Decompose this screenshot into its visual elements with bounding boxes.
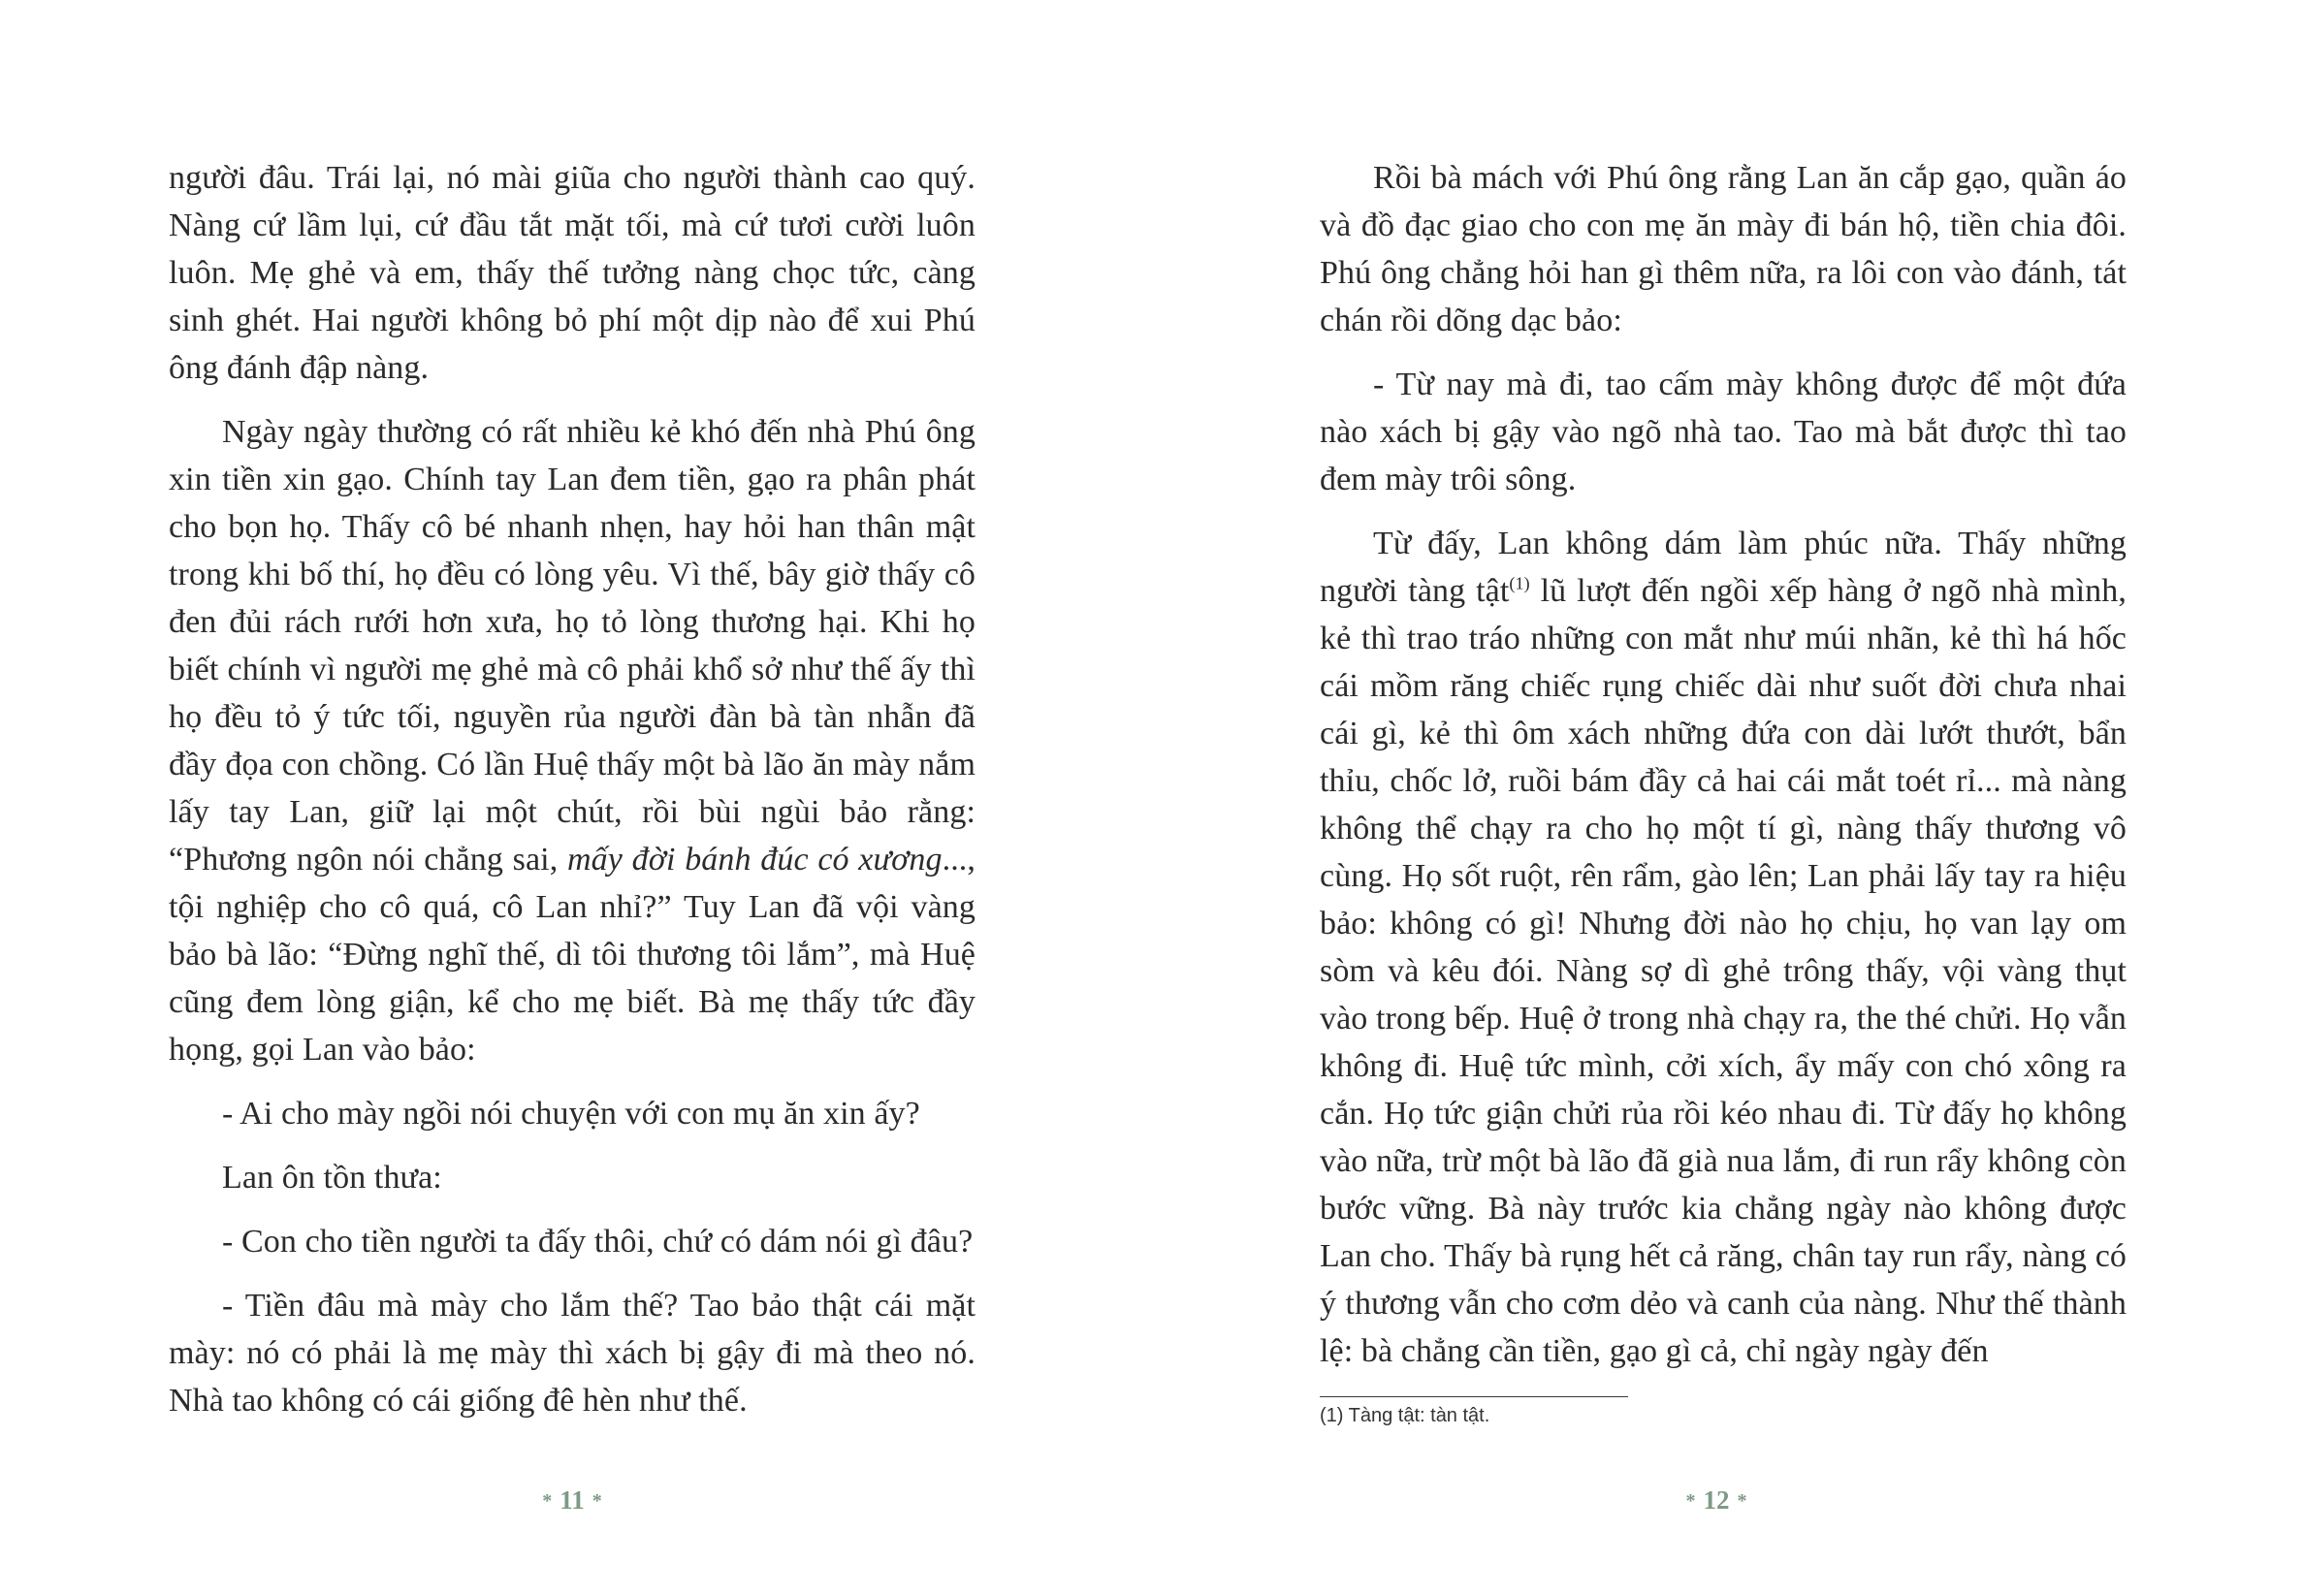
star-ornament-icon: * xyxy=(1685,1490,1696,1512)
paragraph-text: Ngày ngày thường có rất nhiều kẻ khó đến nhà Phú ông xin tiền xin gạo. Chính tay Lan đem tiền, gạo ra phân phát cho bọn họ. Thấy cô bé nhanh nhẹn, hay hỏi han thân mật trong khi bố thí, họ đều có lòng yêu. Vì thế, bây giờ thấy cô đen đủi rách rưới hơn xưa, họ tỏ lòng thương hại. Khi họ biết chính vì người mẹ ghẻ mà cô phải khổ sở như thế ấy thì họ đều tỏ ý tức tối, nguyền rủa người đàn bà tàn nhẫn đã đầy đọa con chồng. Có lần Huệ thấy một bà lão ăn mày nắm lấy tay Lan, giữ lại một chút, rồi bùi ngùi bảo rằng: “Phương ngôn nói chẳng sai, xyxy=(169,414,976,878)
paragraph xyxy=(169,408,976,1073)
star-ornament-icon: * xyxy=(1737,1490,1747,1512)
page-number-left xyxy=(475,1485,669,1516)
page-number-value: 11 xyxy=(560,1485,585,1515)
footnote-reference: (1) xyxy=(1509,573,1530,593)
dialogue-line: - Con cho tiền người ta đấy thôi, chứ có dám nói gì đâu? xyxy=(222,1224,974,1260)
dialogue-line: - Ai cho mày ngồi nói chuyện với con mụ ăn xin ấy? xyxy=(222,1096,920,1132)
left-page-text xyxy=(169,154,976,1424)
paragraph-text: lũ lượt đến ngồi xếp hàng ở ngõ nhà mình, kẻ thì trao tráo những con mắt như múi nhãn, kẻ thì há hốc cái mồm răng chiếc rụng chiếc dài như suốt đời chưa nhai cái gì, kẻ thì ôm xách những đứa con dài lướt thướt, bẩn thỉu, chốc lở, ruồi bám đầy cả hai cái mắt toét rỉ... mà nàng không thể chạy ra cho họ một tí gì, nàng thấy thương vô cùng. Họ sốt ruột, rên rẩm, gào lên; Lan phải lấy tay ra hiệu bảo: không có gì! Nhưng đời nào họ chịu, họ van lạy om sòm và kêu đói. Nàng sợ dì ghẻ trông thấy, vội vàng thụt vào trong bếp. Huệ ở trong nhà chạy ra, the thé chửi. Họ vẫn không đi. Huệ tức mình, cởi xích, ẩy mấy con chó xông ra cắn. Họ tức giận chửi rủa rồi kéo nhau đi. Từ đấy họ không vào nữa, trừ một bà lão đã già nua lắm, đi run rẩy không còn bước vững. Bà này trước kia chẳng ngày nào không được Lan cho. Thấy bà rụng hết cả răng, chân tay run rẩy, nàng có ý thương vẫn cho cơm dẻo và canh của nàng. Như thế thành lệ: bà chẳng cần tiền, gạo gì cả, chỉ ngày ngày đến xyxy=(1320,573,2127,1369)
footnote-divider xyxy=(1320,1396,1628,1397)
left-page xyxy=(0,0,1151,1596)
proverb-italic: mấy đời bánh đúc có xương xyxy=(567,842,943,878)
paragraph-text: ..., tội nghiệp cho cô quá, cô Lan nhỉ?” Tuy Lan đã vội vàng bảo bà lão: “Đừng nghĩ thế, dì tôi thương tôi lắm”, mà Huệ cũng đem lòng giận, kể cho mẹ biết. Bà mẹ thấy tức đầy họng, gọi Lan vào bảo: xyxy=(169,842,976,1068)
page-number-value: 12 xyxy=(1703,1485,1730,1515)
paragraph: Rồi bà mách với Phú ông rằng Lan ăn cắp gạo, quần áo và đồ đạc giao cho con mẹ ăn mày đi bán hộ, tiền chia đôi. Phú ông chẳng hỏi han gì thêm nữa, ra lôi con vào đánh, tát chán rồi dõng dạc bảo: xyxy=(1320,160,2127,338)
right-page xyxy=(1151,0,2303,1596)
right-page-text xyxy=(1320,154,2127,1375)
footnote: (1) Tàng tật: tàn tật. xyxy=(1320,1405,1490,1426)
star-ornament-icon: * xyxy=(542,1490,553,1512)
paragraph xyxy=(1320,520,2127,1375)
paragraph: Lan ôn tồn thưa: xyxy=(222,1160,442,1196)
paragraph: người đâu. Trái lại, nó mài giũa cho người thành cao quý. Nàng cứ lầm lụi, cứ đầu tắt mặt tối, mà cứ tươi cười luôn luôn. Mẹ ghẻ và em, thấy thế tưởng nàng chọc tức, càng sinh ghét. Hai người không bỏ phí một dịp nào để xui Phú ông đánh đập nàng. xyxy=(169,160,976,386)
dialogue-line: - Tiền đâu mà mày cho lắm thế? Tao bảo thật cái mặt mày: nó có phải là mẹ mày thì xách bị gậy đi mà theo nó. Nhà tao không có cái giống đê hèn như thế. xyxy=(169,1288,976,1419)
dialogue-line: - Từ nay mà đi, tao cấm mày không được để một đứa nào xách bị gậy vào ngõ nhà tao. Tao mà bắt được thì tao đem mày trôi sông. xyxy=(1320,367,2127,497)
star-ornament-icon: * xyxy=(592,1490,602,1512)
page-number-right xyxy=(1619,1485,1813,1516)
paragraph-text: Từ đấy, Lan không dám làm phúc nữa. Thấy những người tàng tật xyxy=(1320,526,2127,609)
